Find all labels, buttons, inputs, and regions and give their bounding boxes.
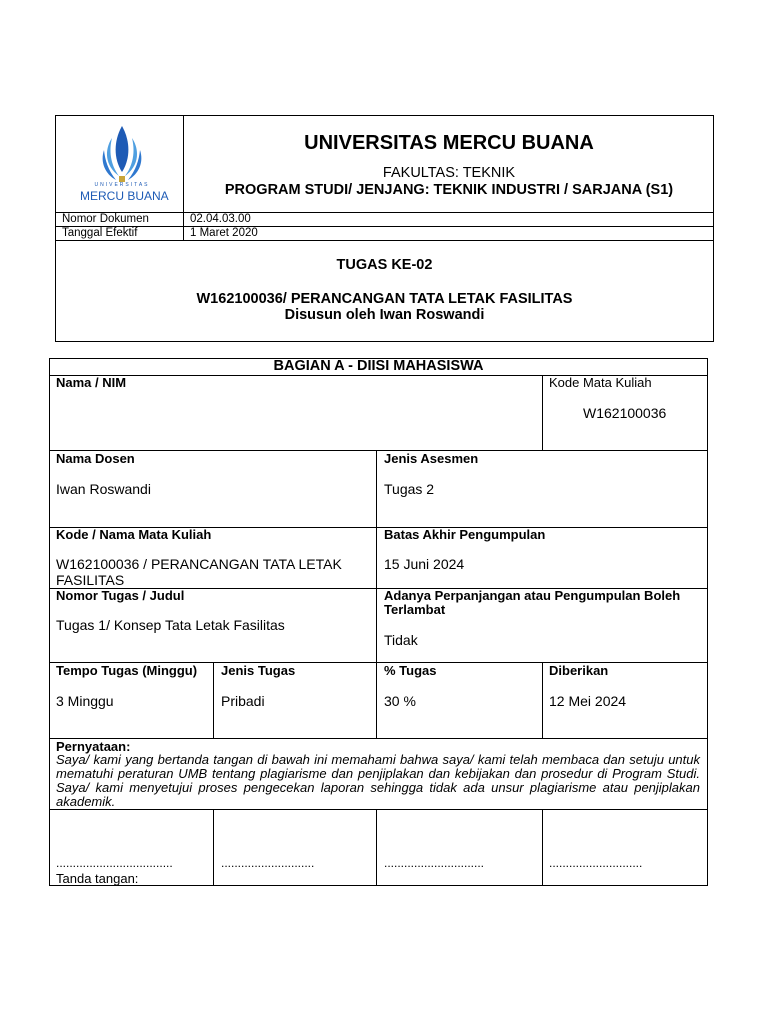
header-meta-divider — [183, 212, 184, 240]
given-value: 12 Mei 2024 — [549, 693, 627, 709]
assessment-label: Jenis Asesmen — [384, 451, 479, 466]
statement-line-3: Saya/ kami menyetujui proses pengecekan laporan sehingga tidak ada unsur plagiarisme atau penjiplakan — [56, 780, 700, 795]
col-divider-type — [213, 662, 214, 738]
type-label: Jenis Tugas — [221, 663, 296, 678]
header-divider-1 — [55, 212, 714, 213]
signature-line-4: ............................ — [549, 856, 643, 870]
statement-label: Pernyataan: — [56, 739, 131, 754]
percent-value: 30 % — [384, 693, 416, 709]
course-code-value: W162100036 — [583, 405, 667, 421]
doc-number-value: 02.04.03.00 — [190, 213, 251, 225]
university-logo-icon — [86, 124, 158, 184]
row-divider-1 — [49, 450, 708, 451]
deadline-value: 15 Juni 2024 — [384, 556, 465, 572]
signature-line-3: .............................. — [384, 856, 485, 870]
statement-line-2: mematuhi peraturan UMB tentang plagiarisme dan penjiplakan dan kebijakan dan prosedur di Program Studi. — [56, 766, 700, 781]
header-logo-divider — [183, 115, 184, 213]
university-title: UNIVERSITAS MERCU BUANA — [304, 132, 594, 154]
given-label: Diberikan — [549, 663, 609, 678]
task-label: Nomor Tugas / Judul — [56, 588, 185, 603]
statement-line-4: akademik. — [56, 794, 116, 809]
col-divider-mid — [376, 450, 377, 738]
col-divider-code — [542, 375, 543, 450]
effective-date-value: 1 Maret 2020 — [190, 227, 258, 239]
course-label: Kode / Nama Mata Kuliah — [56, 527, 212, 542]
lecturer-value: Iwan Roswandi — [56, 481, 151, 497]
signature-line-1: ................................... — [56, 856, 173, 870]
percent-label: % Tugas — [384, 663, 437, 678]
course-code-label: Kode Mata Kuliah — [549, 375, 652, 390]
doc-number-label: Nomor Dokumen — [62, 213, 149, 225]
sig-divider-3 — [542, 809, 543, 886]
deadline-label: Batas Akhir Pengumpulan — [384, 527, 546, 542]
statement-line-1: Saya/ kami yang bertanda tangan di bawah ini memahami bahwa saya/ kami telah membaca dan setuju untuk — [56, 752, 700, 767]
header-divider-3 — [55, 240, 714, 241]
lecturer-label: Nama Dosen — [56, 451, 135, 466]
signature-line-2: ............................ — [221, 856, 315, 870]
row-divider-5 — [49, 738, 708, 739]
sig-divider-2 — [376, 809, 377, 886]
assessment-value: Tugas 2 — [384, 481, 435, 497]
duration-value: 3 Minggu — [56, 693, 114, 709]
course-value-line2: FASILITAS — [56, 572, 125, 588]
course-title: W162100036/ PERANCANGAN TATA LETAK FASILITAS — [196, 291, 573, 307]
duration-label: Tempo Tugas (Minggu) — [56, 663, 198, 678]
header-divider-2 — [55, 226, 714, 227]
row-divider-6 — [49, 809, 708, 810]
author-line: Disusun oleh Iwan Roswandi — [284, 307, 485, 323]
extension-label-line1: Adanya Perpanjangan atau Pengumpulan Boleh — [384, 588, 681, 603]
university-logo — [80, 124, 169, 206]
course-value-line1: W162100036 / PERANCANGAN TATA LETAK — [56, 556, 342, 572]
extension-label-line2: Terlambat — [384, 602, 446, 617]
signature-label: Tanda tangan: — [56, 871, 139, 886]
effective-date-label: Tanggal Efektif — [62, 227, 138, 239]
col-divider-given — [542, 662, 543, 738]
task-value: Tugas 1/ Konsep Tata Letak Fasilitas — [56, 617, 285, 633]
section-a-title: BAGIAN A - DIISI MAHASISWA — [273, 358, 484, 374]
program-title: PROGRAM STUDI/ JENJANG: TEKNIK INDUSTRI / SARJANA (S1) — [224, 182, 674, 198]
logo-name-text: MERCU BUANA — [80, 189, 169, 203]
assignment-title: TUGAS KE-02 — [336, 257, 433, 273]
logo-small-text: UNIVERSITAS — [94, 182, 150, 188]
faculty-title: FAKULTAS: TEKNIK — [382, 165, 516, 181]
extension-value: Tidak — [384, 632, 418, 648]
type-value: Pribadi — [221, 693, 265, 709]
sig-divider-1 — [213, 809, 214, 886]
name-nim-label: Nama / NIM — [56, 375, 127, 390]
